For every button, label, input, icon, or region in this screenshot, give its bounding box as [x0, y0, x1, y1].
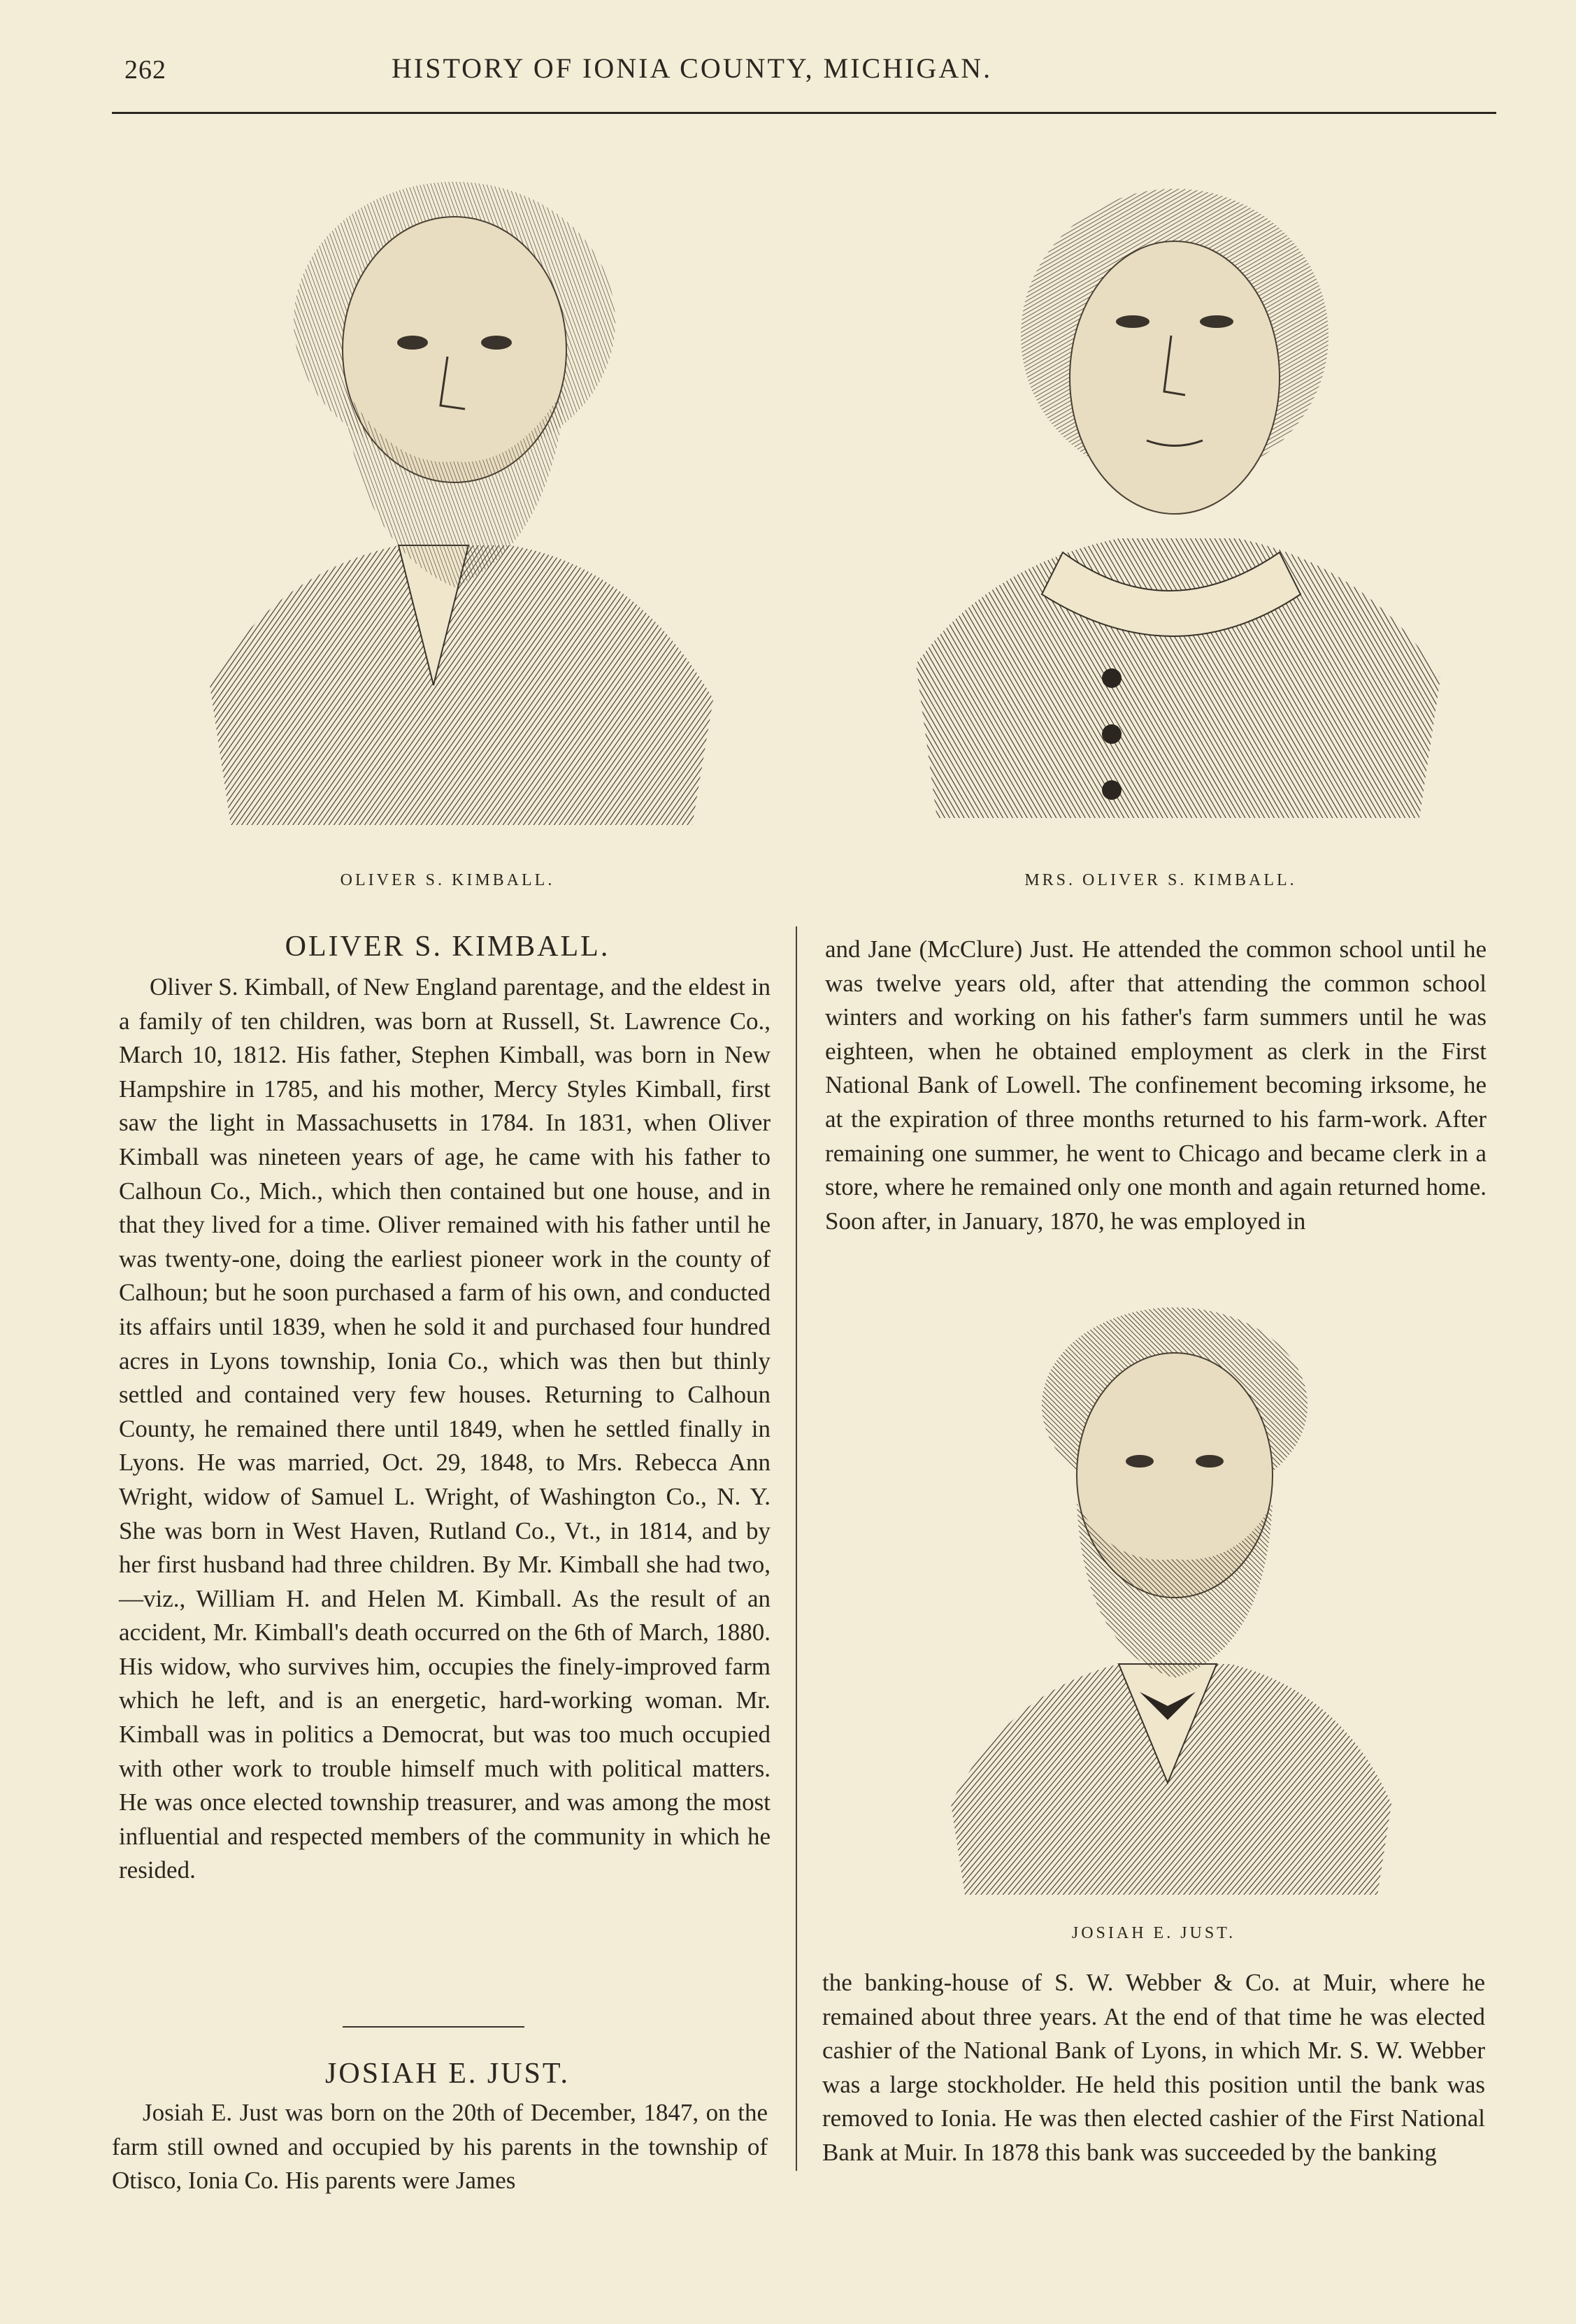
caption-oliver-kimball: OLIVER S. KIMBALL. — [340, 871, 555, 889]
paragraph: Oliver S. Kimball, of New England parentage, and the eldest in a family of ten children, was born at Russell, St. Lawrence Co., March 10, 1812. His father, Stephen Kimball, was born in New Hampshire in 1785, and his mother, Mercy Styles Kimball, first saw the light in Massachusetts in 1784. In 1831, when Oliver Kimball was nineteen years of age, he came with his father to Calhoun Co., Mich., which then contained but one house, and in that they lived for a time. Oliver remained with his father until he was twenty-one, doing the earliest pioneer work in the county of Calhoun; but he soon purchased a farm of his own, and conducted its affairs until 1839, when he sold it and purchased four hundred acres in Lyons township, Ionia Co., which was then but thinly settled and contained very few houses. Returning to Calhoun County, he remained there until 1849, when he settled finally in Lyons. He was married, Oct. 29, 1848, to Mrs. Rebecca Ann Wright, widow of Samuel L. Wright, of Washington Co., N. Y. She was born in West Haven, Rutland Co., Vt., in 1814, and by her first husband had three children. By Mr. Kimball she had two,—viz., William H. and Helen M. Kimball. As the result of an accident, Mr. Kimball's death occurred on the 6th of March, 1880. His widow, who survives him, occupies the finely-improved farm which he left, and is an energetic, hard-working woman. Mr. Kimball was in politics a Democrat, but was too much occupied with other work to trouble himself much with political matters. He was once elected township treasurer, and was among the most influential and respected members of the community in which he resided. — [119, 973, 771, 1884]
article-title-just: JOSIAH E. JUST. — [325, 2058, 570, 2090]
column-divider — [796, 926, 797, 2171]
article-title-kimball: OLIVER S. KIMBALL. — [285, 931, 610, 963]
portrait-josiah-just — [937, 1300, 1398, 1902]
paragraph: the banking-house of S. W. Webber & Co. at Muir, where he remained about three years. At the end of that time he was elected cashier of the National Bank of Lyons, in which Mr. S. W. Webber was a large stockholder. He held this position until the bank was removed to Ionia. He was then elected cashier of the First National Bank at Muir. In 1878 this bank was succeeded by the banking — [822, 1969, 1485, 2166]
section-separator — [343, 2026, 524, 2028]
article-body-just-start — [112, 2096, 768, 2198]
article-body-kimball — [119, 970, 771, 1888]
article-body-just-continued-1 — [825, 933, 1487, 1238]
header-rule — [112, 112, 1496, 114]
paragraph: Josiah E. Just was born on the 20th of December, 1847, on the farm still owned and occupied by his parents in the township of Otisco, Ionia Co. His parents were James — [112, 2099, 768, 2195]
caption-mrs-kimball: MRS. OLIVER S. KIMBALL. — [1024, 871, 1297, 889]
paragraph: and Jane (McClure) Just. He attended the common school until he was twelve years old, after that attending the common school winters and working on his father's farm summers until he was eighteen, when he obtained employment as clerk in the First National Bank of Lowell. The confinement becoming irksome, he at the expiration of three months returned to his farm-work. After remaining one summer, he went to Chicago and became clerk in a store, where he remained only one month and again returned home. Soon after, in January, 1870, he was employed in — [825, 935, 1487, 1235]
caption-josiah-just: JOSIAH E. JUST. — [1071, 1924, 1236, 1942]
portrait-oliver-kimball — [189, 154, 734, 853]
page-number: 262 — [124, 55, 166, 85]
running-title: HISTORY OF IONIA COUNTY, MICHIGAN. — [392, 52, 993, 84]
article-body-just-continued-2 — [822, 1966, 1485, 2170]
portrait-mrs-kimball — [888, 175, 1461, 839]
